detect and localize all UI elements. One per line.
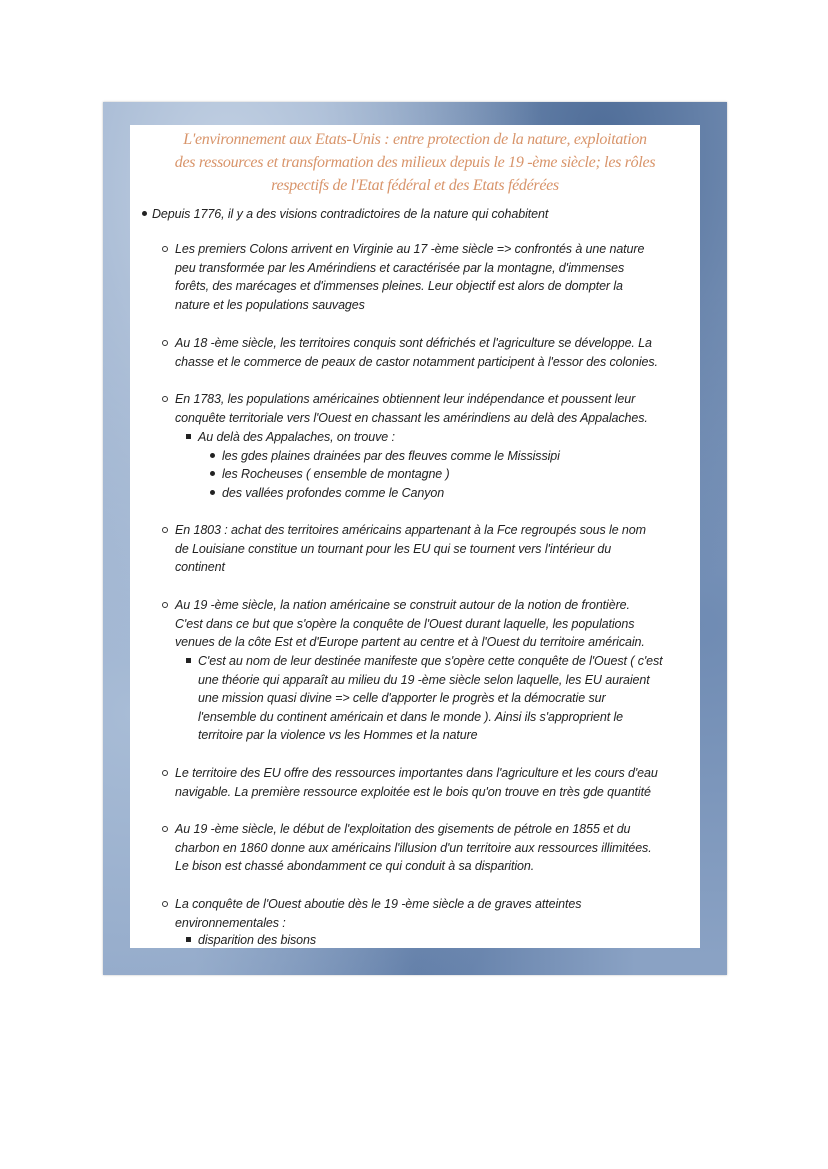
circle-bullet-icon [162,602,168,608]
list-item-line: les Rocheuses ( ensemble de montagne ) [222,467,450,481]
list-item-line: venues de la côte Est et d'Europe partent au centre et à l'Ouest du territoire américain. [175,635,645,650]
list-item-line: Le bison est chassé abondamment ce qui conduit à sa disparition. [175,859,535,874]
square-bullet-icon [186,937,191,942]
square-bullet-icon [186,434,191,439]
circle-bullet-icon [162,340,168,346]
list-item-line: En 1803 : achat des territoires américains appartenant à la Fce regroupés sous le nom [175,523,646,537]
list-item-line: des vallées profondes comme le Canyon [222,486,445,500]
list-item-line: navigable. La première ressource exploitée est le bois qu'on trouve en très gde quantité [175,784,651,799]
square-bullet-icon [186,658,191,663]
title-line: L'environnement aux Etats-Unis : entre protection de la nature, exploitation [183,131,647,148]
list-item-line: chasse et le commerce de peaux de castor notamment participent à l'essor des colonies. [175,354,658,369]
page-title [130,128,700,200]
disc-bullet-icon [210,453,215,458]
disc-bullet-icon [210,490,215,495]
circle-bullet-icon [162,396,168,402]
circle-bullet-icon [162,770,168,776]
list-item-line: de Louisiane constitue un tournant pour les EU qui se tournent vers l'intérieur du [175,541,612,556]
list-item-line: conquête territoriale vers l'Ouest en chassant les amérindiens au delà des Appalaches. [175,410,648,425]
list-item-line: Au 19 -ème siècle, le début de l'exploitation des gisements de pétrole en 1855 et du [175,822,631,836]
circle-bullet-icon [162,527,168,533]
list-item-line: environnementales : [175,915,286,930]
list-item-line: peu transformée par les Amérindiens et caractérisée par la montagne, d'immenses [175,260,625,275]
list-item-line: les gdes plaines drainées par des fleuves comme le Mississipi [222,449,560,463]
list-item-line: Les premiers Colons arrivent en Virginie au 17 -ème siècle => confrontés à une nature [175,242,645,256]
list-item-line: Depuis 1776, il y a des visions contradictoires de la nature qui cohabitent [152,207,549,221]
title-line: des ressources et transformation des milieux depuis le 19 -ème siècle; les rôles [174,154,656,171]
list-item-line: une mission quasi divine => celle d'apporter le progrès et la démocratie sur [198,691,606,706]
list-item-line: Au 19 -ème siècle, la nation américaine se construit autour de la notion de frontière. [175,598,630,612]
circle-bullet-icon [162,246,168,252]
circle-bullet-icon [162,901,168,907]
disc-bullet-icon [142,211,147,216]
list-item-line: une théorie qui apparaît au milieu du 19 -ème siècle selon laquelle, les EU auraient [198,672,650,687]
disc-bullet-icon [210,471,215,476]
list-item-line: En 1783, les populations américaines obtiennent leur indépendance et poussent leur [175,392,636,406]
list-item-line: Au 18 -ème siècle, les territoires conquis sont défrichés et l'agriculture se développe. La [175,336,652,350]
list-item-line: disparition des bisons [198,933,317,947]
title-line: respectifs de l'Etat fédéral et des Etats fédérées [271,177,559,194]
list-item-line: continent [175,560,225,575]
list-item-line: l'ensemble du continent américain et dans le monde ). Ainsi ils s'approprient le [198,709,624,724]
list-item-line: nature et les populations sauvages [175,297,365,312]
list-item-line: Le territoire des EU offre des ressources importantes dans l'agriculture et les cours d'eau [175,766,658,780]
list-item-line: forêts, des marécages et d'immenses pleines. Leur objectif est alors de dompter la [175,279,623,294]
list-item-line: Au delà des Appalaches, on trouve : [198,430,395,444]
list-item-line: C'est au nom de leur destinée manifeste que s'opère cette conquête de l'Ouest ( c'est [198,654,663,668]
circle-bullet-icon [162,826,168,832]
list-item-line: La conquête de l'Ouest aboutie dès le 19 -ème siècle a de graves atteintes [175,897,582,911]
list-item-line: C'est dans ce but que s'opère la conquête de l'Ouest durant laquelle, les populations [175,616,635,631]
list-item-line: charbon en 1860 donne aux américains l'illusion d'un territoire aux ressources illimitées. [175,840,652,855]
list-item-line: territoire par la violence vs les Hommes et la nature [198,728,478,743]
